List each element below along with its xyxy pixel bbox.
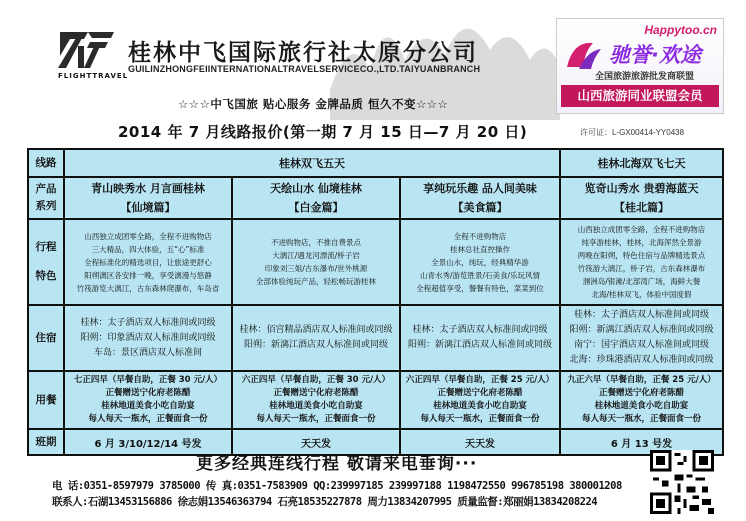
product-cell: 览奇山秀水 贵碧海蓝天 【桂北篇】	[560, 177, 723, 219]
meal-cell: 七正四早（早餐自助，正餐 30 元/人） 正餐赠送宁化府老陈醋 桂林地道美食小吃自助宴 每人每天一瓶水，正餐面食一份	[64, 371, 232, 429]
alliance-url: Happytoo.cn	[644, 23, 717, 37]
alliance-line: 全国旅游旅游批发商联盟	[595, 72, 695, 82]
page-title: 2014 年 7 月线路报价(第一期 7 月 15 日—7 月 20 日)	[118, 123, 528, 141]
hotel-label: 住宿	[28, 305, 64, 371]
feature-cell: 山西独立成团零全路，全程不进购物店 三大精品，四大体验，五“心”标准 全程标准化的精选项目，让旅途更舒心 阳朔漓区各安排一晚，享受漓漫与悠静 竹筏游览大漓江，古东森林爬瀑布，车岛省	[64, 219, 232, 305]
departure-cell: 天天发	[232, 429, 400, 455]
alliance-slogan: 驰誉·欢途	[609, 43, 701, 67]
table-row-features	[28, 219, 723, 305]
route-price-table	[27, 148, 724, 456]
route-label: 线路	[28, 149, 64, 177]
call-to-action: 更多经典连线行程 敬请来电垂询···	[196, 454, 478, 474]
alliance-member-label: 山西旅游同业联盟会员	[561, 85, 719, 107]
departure-cell: 天天发	[400, 429, 560, 455]
alliance-logo-icon	[563, 37, 603, 73]
contact-phone-line: 电 话:0351-8597979 3785000 传 真:0351-7583909 QQ:239997185 239997188 1198472550 996785198 380001208	[52, 480, 622, 492]
company-name: 桂林中飞国际旅行社太原分公司	[128, 40, 478, 66]
logo-subtitle: FLIGHTTRAVEL	[58, 72, 129, 80]
table-row-hotels	[28, 305, 723, 371]
meal-cell: 六正四早（早餐自助，正餐 25 元/人） 正餐赠送宁化府老陈醋 桂林地道美食小吃自助宴 每人每天一瓶水，正餐面食一份	[400, 371, 560, 429]
qr-code-icon	[650, 450, 714, 514]
contact-people-line: 联系人:石湖13453156886 徐志娟13546363794 石亮18535227878 周力13834207995 质量监督:郑丽娟13834208224	[52, 496, 598, 508]
zhongfei-logo	[58, 30, 116, 70]
table-row-route	[28, 149, 723, 177]
table-row-products	[28, 177, 723, 219]
feature-cell: 全程不进购物店 桂林总社直控操作 全景山水，纯玩，经典精华游 山青水秀/游览胜景/石美食/乐玩风情 全程超值享受，餐餐有特色，菜菜到位	[400, 219, 560, 305]
departure-cell: 6 月 3/10/12/14 号发	[64, 429, 232, 455]
departure-label: 班期	[28, 429, 64, 455]
company-name-english: GUILINZHONGFEIINTERNATIONALTRAVELSERVICECO.,LTD.TAIYUANBRANCH	[128, 64, 481, 74]
hotel-cell: 桂林：佰宫精品酒店双人标准间或同级 阳朔：新漓江酒店双人标准间或同级	[232, 305, 400, 371]
product-series-label: 产品 系列	[28, 177, 64, 219]
table-row-meals	[28, 371, 723, 429]
product-cell: 青山映秀水 月言画桂林 【仙境篇】	[64, 177, 232, 219]
meal-cell: 六正四早（早餐自助，正餐 30 元/人） 正餐赠送宁化府老陈醋 桂林地道美食小吃自助宴 每人每天一瓶水，正餐面食一份	[232, 371, 400, 429]
meal-label: 用餐	[28, 371, 64, 429]
hotel-cell: 桂林：太子酒店双人标准间或同级 阳朔：新漓江酒店双人标准间或同级 南宁：国宇酒店双人标准间或同级 北海：珍珠港酒店双人标准间或同级	[560, 305, 723, 371]
meal-cell: 九正六早（早餐自助，正餐 25 元/人） 正餐赠送宁化府老陈醋 桂林地道美食小吃自助宴 每人每天一瓶水，正餐面食一份	[560, 371, 723, 429]
feature-cell: 不进购物店，不推自费景点 大漓江/遇龙河漂流/桥子岩 印象刘三姐/古东瀑布/世外桃源 全部体验纯玩产品，轻松畅玩游桂林	[232, 219, 400, 305]
feature-cell: 山西独立成团零全路，全程不进购物店 纯享游桂林，桂林，北海浑然全景游 两晚在阳朔，特色住宿与品牌精选景点 竹筏游大漓江，桥子岩，古东森林瀑布 涠洲岛/银滩/北部湾广场，海鲜大餐 北海/桂林双飞，体验中国度假	[560, 219, 723, 305]
route-five-day: 桂林双飞五天	[64, 149, 560, 177]
service-slogan: ☆☆☆中飞国旅 贴心服务 金牌品质 恒久不变☆☆☆	[178, 97, 449, 111]
route-seven-day: 桂林北海双飞七天	[560, 149, 723, 177]
product-cell: 天绘山水 仙境桂林 【白金篇】	[232, 177, 400, 219]
hotel-cell: 桂林：太子酒店双人标准间或同级 阳朔：新漓江酒店双人标准间或同级	[400, 305, 560, 371]
hotel-cell: 桂林：太子酒店双人标准间或同级 阳朔：印象酒店双人标准间或同级 车岛：景区酒店双人标准间	[64, 305, 232, 371]
license-number: 许可证：L-GX00414-YY0438	[580, 128, 685, 137]
departure-cell: 6 月 13 号发	[560, 429, 723, 455]
product-cell: 享纯玩乐趣 品人间美味 【美食篇】	[400, 177, 560, 219]
itinerary-features-label: 行程 特色	[28, 219, 64, 305]
alliance-banner	[556, 18, 724, 114]
